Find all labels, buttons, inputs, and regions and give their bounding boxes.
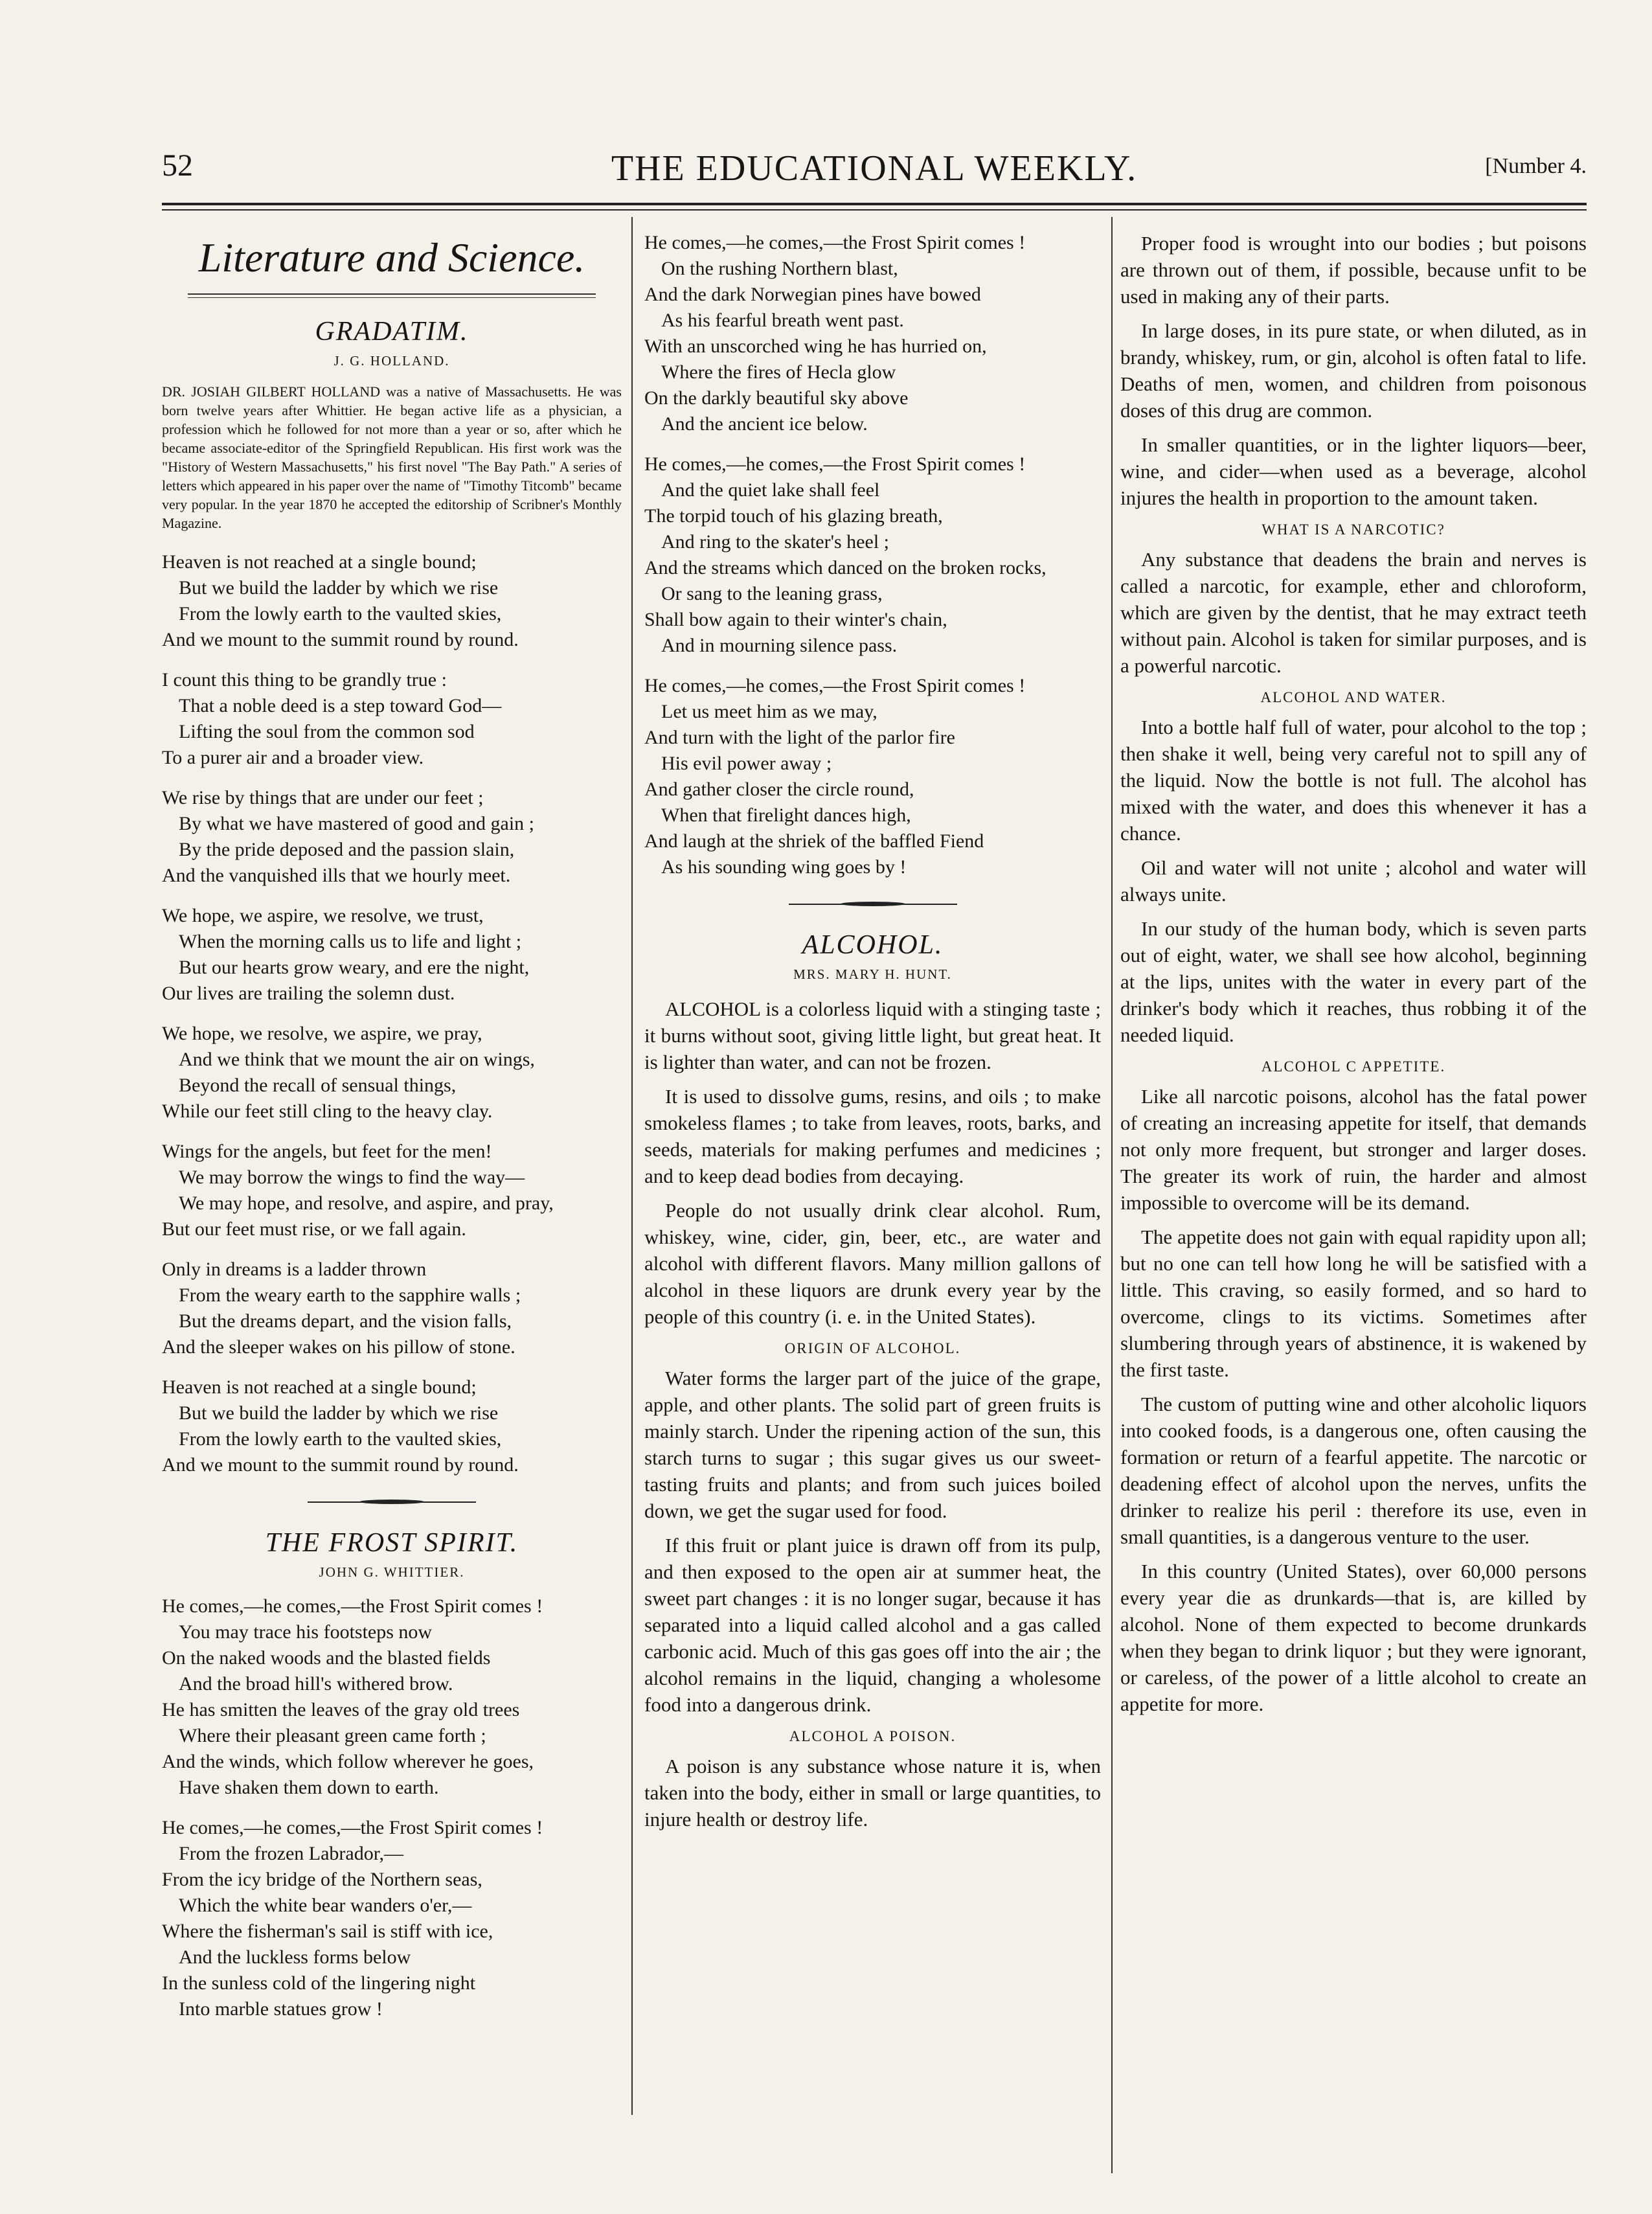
- page-header: [162, 148, 1587, 200]
- publication-title: THE EDUCATIONAL WEEKLY.: [611, 148, 1138, 188]
- poem-line: As his sounding wing goes by !: [661, 856, 907, 878]
- article-author: MRS. MARY H. HUNT.: [793, 966, 952, 982]
- poem-line: On the darkly beautiful sky above: [644, 387, 909, 409]
- poem-line: As his fearful breath went past.: [661, 310, 904, 331]
- poem-stanza: [162, 1593, 622, 1801]
- article-paragraph: In our study of the human body, which is seven parts out of eight, water, we shall see how alcohol, beginning at the lips, unites with the water in every part of the drinker's body which it reaches, thus robbing it of the needed liquid.: [1120, 917, 1587, 1046]
- poem-line: To a purer air and a broader view.: [162, 747, 424, 768]
- poem-line: And the broad hill's withered brow.: [179, 1673, 453, 1695]
- poem-line: We may hope, and resolve, and aspire, and pray,: [179, 1193, 554, 1214]
- poem-line: Let us meet him as we may,: [661, 701, 877, 722]
- poem-line: Lifting the soul from the common sod: [179, 721, 475, 742]
- poem-line: And we mount to the summit round by round.: [162, 1454, 519, 1476]
- poem-line: But our hearts grow weary, and ere the night,: [179, 957, 530, 978]
- poem-line: Where the fisherman's sail is stiff with ice,: [162, 1921, 493, 1942]
- poem-line: And the sleeper wakes on his pillow of stone.: [162, 1336, 515, 1358]
- article-paragraph: Any substance that deadens the brain and nerves is called a narcotic, for example, ether and chloroform, which are given by the dentist, that he may extract teeth without pain. Alcohol is taken for similar purposes, and is a powerful narcotic.: [1120, 548, 1587, 677]
- ornamental-divider: [789, 901, 957, 907]
- poem-line: From the lowly earth to the vaulted skies,: [179, 1428, 502, 1450]
- column-divider: [631, 217, 633, 2115]
- article-paragraph: In this country (United States), over 60,000 persons every year die as drunkards—that is, are killed by alcohol. None of them expected to become drunkards when they began to drink liquor ; but they were ignorant, or careless, of the power of a little alcohol to create an appetite for more.: [1120, 1560, 1587, 1715]
- poem-line: With an unscorched wing he has hurried on,: [644, 336, 987, 357]
- poem-line: From the lowly earth to the vaulted skies,: [179, 603, 502, 624]
- poem-line: And the winds, which follow wherever he goes,: [162, 1751, 534, 1772]
- poem-frost-spirit-part-2: [644, 230, 1101, 880]
- header-rule-thin: [162, 209, 1587, 211]
- poem-line: By the pride deposed and the passion slain,: [179, 839, 515, 860]
- poem-stanza: [162, 903, 622, 1007]
- poem-line: And laugh at the shriek of the baffled Fiend: [644, 830, 984, 852]
- poem-stanza: [644, 451, 1101, 659]
- poem-line: Only in dreams is a ladder thrown: [162, 1259, 427, 1280]
- poem-line: And we think that we mount the air on wings,: [179, 1049, 535, 1070]
- poem-line: He comes,—he comes,—the Frost Spirit comes !: [644, 232, 1026, 253]
- poem-stanza: [644, 230, 1101, 437]
- poem-stanza: [162, 667, 622, 771]
- section-rule: [188, 293, 596, 298]
- poem-line: He comes,—he comes,—the Frost Spirit comes !: [644, 675, 1026, 696]
- article-paragraph: It is used to dissolve gums, resins, and oils ; to make smokeless flames ; to take from leaves, roots, barks, and seeds, materials for making perfumes and medicines ; and to keep dead bodies from decaying.: [644, 1085, 1101, 1187]
- poem-line: And the vanquished ills that we hourly meet.: [162, 865, 511, 886]
- poem-line: From the weary earth to the sapphire walls ;: [179, 1284, 521, 1306]
- poem-line: You may trace his footsteps now: [179, 1621, 433, 1643]
- poem-stanza: [162, 785, 622, 889]
- poem-stanza: [644, 673, 1101, 880]
- article-paragraph: The appetite does not gain with equal rapidity upon all; but no one can tell how long he will be satisfied with a little. This craving, so easily formed, and so hard to overcome, clings to its victims. Sometimes after slumbering through years of abstinence, it is wakened by the first taste.: [1120, 1226, 1587, 1381]
- poem-line: Our lives are trailing the solemn dust.: [162, 983, 455, 1004]
- column-2: [644, 230, 1101, 1840]
- article-subheading: ALCOHOL A POISON.: [789, 1728, 956, 1744]
- poem-stanza: [162, 1021, 622, 1124]
- poem-line: Into marble statues grow !: [179, 1998, 383, 2020]
- poem-line: And gather closer the circle round,: [644, 779, 914, 800]
- poem-line: From the frozen Labrador,—: [179, 1843, 404, 1864]
- article-title: ALCOHOL.: [802, 930, 944, 960]
- poem-line: And we mount to the summit round by round.: [162, 629, 519, 650]
- poem-frost-spirit-part-1: [162, 1593, 622, 2022]
- issue-number: [Number 4.: [1485, 154, 1587, 178]
- article-paragraph: A poison is any substance whose nature it is, when taken into the body, either in small or large quantities, to injure health or destroy life.: [644, 1755, 1101, 1831]
- poem-line: And the quiet lake shall feel: [661, 479, 880, 501]
- poem-title: GRADATIM.: [315, 317, 469, 347]
- column-divider: [1111, 217, 1113, 2173]
- poem-line: Beyond the recall of sensual things,: [179, 1075, 457, 1096]
- article-paragraph: The custom of putting wine and other alcoholic liquors into cooked foods, is a dangerous one, often causing the formation or return of a fearful appetite. The narcotic or deadening effect of alcohol upon the nerves, unfits the drinker to realize his peril : therefore its use, even in small quantities, is a dangerous venture to the user.: [1120, 1393, 1587, 1548]
- article-subheading: ALCOHOL AND WATER.: [1260, 689, 1447, 705]
- poem-line: I count this thing to be grandly true :: [162, 669, 447, 690]
- poem-line: He comes,—he comes,—the Frost Spirit comes !: [644, 453, 1026, 475]
- article-subheading: ORIGIN OF ALCOHOL.: [784, 1340, 961, 1356]
- poem-author: J. G. HOLLAND.: [334, 353, 450, 369]
- poem-line: That a noble deed is a step toward God—: [179, 695, 502, 716]
- poem-line: But the dreams depart, and the vision falls,: [179, 1310, 512, 1332]
- poem-line: Or sang to the leaning grass,: [661, 583, 883, 604]
- poem-line: And in mourning silence pass.: [661, 635, 898, 656]
- article-paragraph: Like all narcotic poisons, alcohol has the fatal power of creating an increasing appetite for itself, that demands not only more frequent, but stronger and larger doses. The greater its work of ruin, the harder and almost impossible to overcome will be its demand.: [1120, 1085, 1587, 1214]
- poem-line: Where the fires of Hecla glow: [661, 361, 896, 383]
- poem-stanza: [162, 1375, 622, 1478]
- poem-line: We may borrow the wings to find the way—: [179, 1167, 525, 1188]
- page-number: 52: [162, 148, 193, 183]
- poem-line: But we build the ladder by which we rise: [179, 1402, 499, 1424]
- poem-stanza: [162, 1139, 622, 1242]
- poem-line: And the ancient ice below.: [661, 413, 868, 435]
- poem-title: THE FROST SPIRIT.: [265, 1528, 519, 1558]
- poem-line: And the luckless forms below: [179, 1946, 411, 1968]
- article-paragraph: Into a bottle half full of water, pour alcohol to the top ; then shake it well, being very careful not to spill any of the liquid. Now the bottle is not full. The alcohol has mixed with the water, and does this whenever it has a chance.: [1120, 716, 1587, 845]
- article-paragraph: People do not usually drink clear alcohol. Rum, whiskey, wine, cider, gin, beer, etc., are water and alcohol with different flavors. Many million gallons of alcohol in these liquors are drunk every year by the people of this country (i. e. in the United States).: [644, 1199, 1101, 1328]
- article-paragraph: If this fruit or plant juice is drawn off from its pulp, and then exposed to the open air at summer heat, the sweet part changes : it is no longer sugar, because it has separated into a liquid called alcohol and a gas called carbonic acid. Much of this gas goes off into the air ; the alcohol remains in the liquid, changing a wholesome food into a dangerous drink.: [644, 1534, 1101, 1716]
- poem-line: And turn with the light of the parlor fire: [644, 727, 955, 748]
- article-paragraph: Oil and water will not unite ; alcohol and water will always unite.: [1120, 856, 1587, 906]
- article-alcohol-part-2: [1120, 230, 1587, 1717]
- poem-line: We hope, we aspire, we resolve, we trust,: [162, 905, 484, 926]
- article-paragraph: Proper food is wrought into our bodies ; but poisons are thrown out of them, if possible, because unfit to be used in making any of their parts.: [1120, 232, 1587, 308]
- poem-line: Shall bow again to their winter's chain,: [644, 609, 947, 630]
- poem-gradatim: [162, 549, 622, 1478]
- poem-line: And ring to the skater's heel ;: [661, 531, 889, 553]
- column-3: [1120, 230, 1587, 1725]
- poem-line: In the sunless cold of the lingering night: [162, 1972, 476, 1994]
- poem-line: Wings for the angels, but feet for the men!: [162, 1141, 492, 1162]
- poem-line: When that firelight dances high,: [661, 805, 911, 826]
- poem-line: Heaven is not reached at a single bound;: [162, 551, 477, 573]
- poem-line: From the icy bridge of the Northern seas,: [162, 1869, 482, 1890]
- poem-line: He comes,—he comes,—the Frost Spirit comes !: [162, 1595, 543, 1617]
- poem-line: On the naked woods and the blasted fields: [162, 1647, 491, 1669]
- column-1: [162, 230, 622, 2037]
- poem-line: But we build the ladder by which we rise: [179, 577, 499, 599]
- poem-stanza: [162, 1815, 622, 2022]
- article-paragraph: In large doses, in its pure state, or when diluted, as in brandy, whiskey, rum, or gin, alcohol is often fatal to life. Deaths of men, women, and children from poisonous doses of this drug are common.: [1120, 319, 1587, 422]
- poem-line: And the streams which danced on the broken rocks,: [644, 557, 1047, 578]
- poem-line: Heaven is not reached at a single bound;: [162, 1376, 477, 1398]
- ornamental-divider: [308, 1499, 476, 1505]
- poem-line: We hope, we resolve, we aspire, we pray,: [162, 1023, 482, 1044]
- section-title: Literature and Science.: [198, 234, 585, 280]
- poem-line: He comes,—he comes,—the Frost Spirit comes !: [162, 1817, 543, 1838]
- poem-line: Where their pleasant green came forth ;: [179, 1725, 486, 1746]
- poem-line: And the dark Norwegian pines have bowed: [644, 284, 981, 305]
- article-paragraph: In smaller quantities, or in the lighter liquors—beer, wine, and cider—when used as a beverage, alcohol injures the health in proportion to the amount taken.: [1120, 433, 1587, 509]
- article-subheading: ALCOHOL C APPETITE.: [1261, 1058, 1446, 1075]
- poem-line: We rise by things that are under our feet ;: [162, 787, 484, 808]
- poem-line: When the morning calls us to life and light ;: [179, 931, 522, 952]
- poem-line: He has smitten the leaves of the gray old trees: [162, 1699, 520, 1720]
- poem-line: But our feet must rise, or we fall again.: [162, 1218, 466, 1240]
- poem-author: JOHN G. WHITTIER.: [319, 1564, 465, 1580]
- poem-line: By what we have mastered of good and gain ;: [179, 813, 535, 834]
- poem-line: The torpid touch of his glazing breath,: [644, 505, 943, 527]
- poem-stanza: [162, 549, 622, 653]
- article-subheading: WHAT IS A NARCOTIC?: [1262, 521, 1445, 538]
- poem-line: Have shaken them down to earth.: [179, 1777, 439, 1798]
- poem-stanza: [162, 1257, 622, 1360]
- author-biography: DR. JOSIAH GILBERT HOLLAND was a native of Massachusetts. He was born twelve years after Whittier. He began active life as a physician, a profession which he followed for not more than a year or so, after which he became associate-editor of the Springfield Republican. His first work was the "History of Western Massachusetts," his first novel "The Bay Path." A series of letters which appeared in his paper over the name of "Timothy Titcomb" became very popular. In the year 1870 he accepted the editorship of Scribner's Monthly Magazine.: [162, 383, 622, 531]
- article-paragraph: ALCOHOL is a colorless liquid with a stinging taste ; it burns without soot, giving little light, but great heat. It is lighter than water, and can not be frozen.: [644, 998, 1101, 1073]
- poem-line: On the rushing Northern blast,: [661, 258, 898, 279]
- poem-line: His evil power away ;: [661, 753, 832, 774]
- poem-line: While our feet still cling to the heavy clay.: [162, 1101, 493, 1122]
- header-rule-thick: [162, 203, 1587, 205]
- article-alcohol-part-1: [644, 996, 1101, 1832]
- poem-line: Which the white bear wanders o'er,—: [179, 1895, 472, 1916]
- article-paragraph: Water forms the larger part of the juice of the grape, apple, and other plants. The solid part of green fruits is mainly starch. Under the ripening action of the sun, this starch turns to sugar ; this sugar gives us our sweet-tasting fruits and plants; and from such juices boiled down, we get the sugar used for food.: [644, 1367, 1101, 1522]
